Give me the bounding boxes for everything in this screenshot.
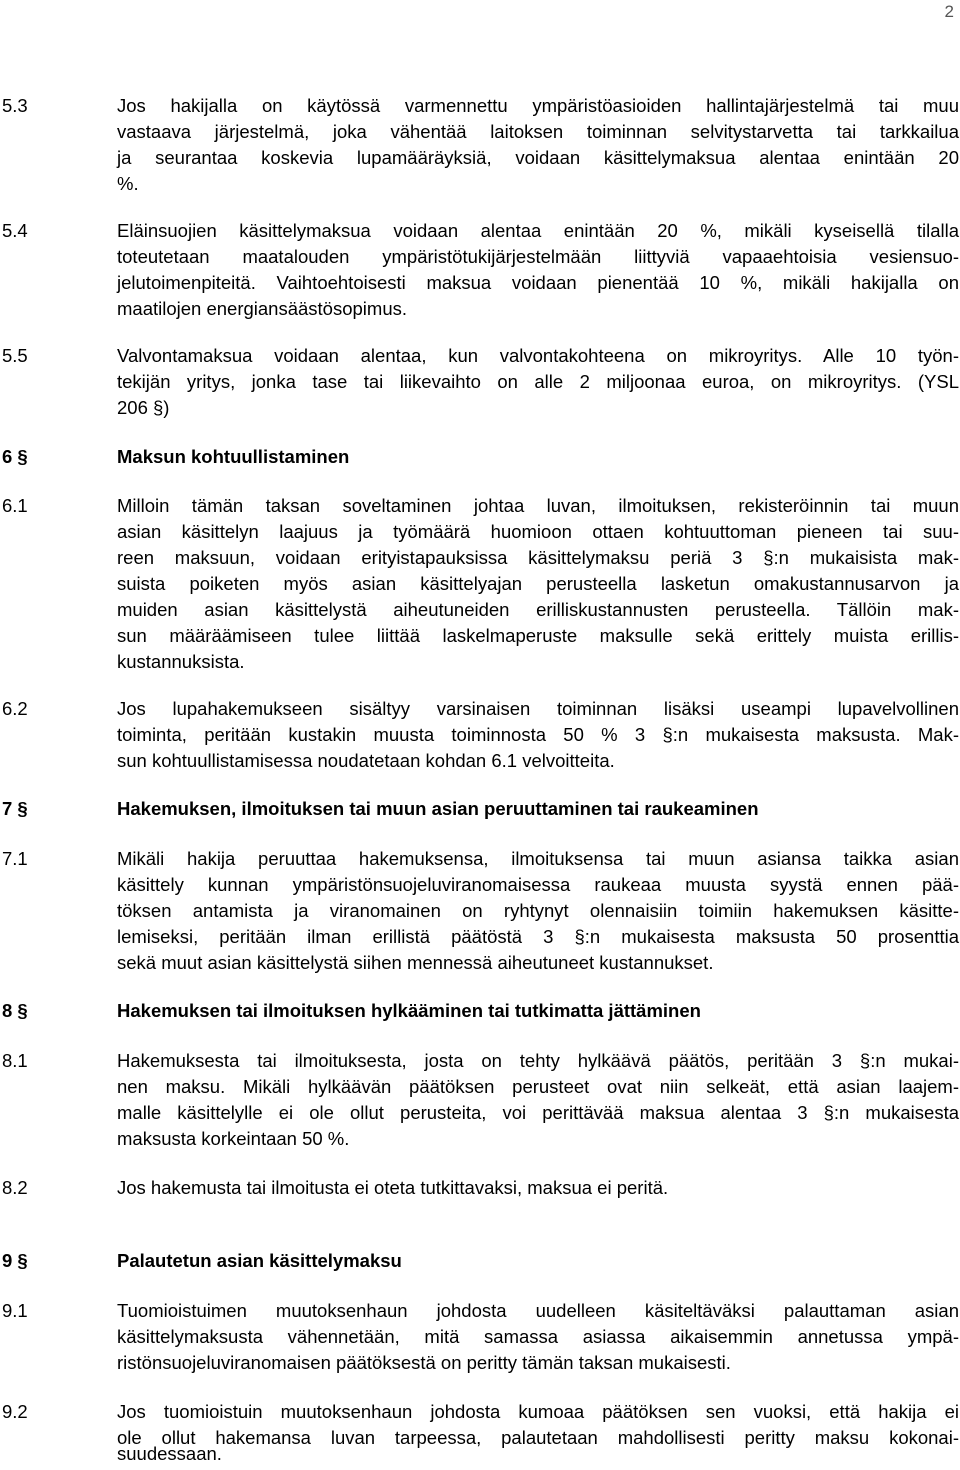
paragraph-line: sekä muut asian käsittelystä siihen mennessä aiheutuneet kustannukset. xyxy=(117,952,714,973)
section-title: Maksun kohtuullistaminen xyxy=(117,446,350,467)
section-title: Hakemuksen tai ilmoituksen hylkääminen tai tutkimatta jättäminen xyxy=(117,1000,701,1021)
section-number: 7 § xyxy=(2,798,28,819)
paragraph-line: Hakemuksesta tai ilmoituksesta, josta on tehty hylkäävä päätös, peritään 3 §:n mukai- xyxy=(117,1050,959,1071)
paragraph-line: Mikäli hakija peruuttaa hakemuksensa, ilmoituksensa tai muun asiansa taikka asian xyxy=(117,848,959,869)
paragraph-line: Valvontamaksua voidaan alentaa, kun valvontakohteena on mikroyritys. Alle 10 työn- xyxy=(117,345,959,366)
section-number: 8 § xyxy=(2,1000,28,1021)
paragraph-line: kustannuksista. xyxy=(117,651,245,672)
paragraph-line: toiminta, peritään kustakin muusta toiminnosta 50 % 3 §:n mukaisesta maksusta. Mak- xyxy=(117,724,959,745)
paragraph-number: 6.1 xyxy=(2,495,28,516)
paragraph-line: suudessaan. xyxy=(117,1443,222,1464)
paragraph-number: 9.1 xyxy=(2,1300,28,1321)
paragraph-number: 6.2 xyxy=(2,698,28,719)
paragraph-line: lemiseksi, peritään ilman erillistä päätöstä 3 §:n mukaisesta maksusta 50 prosenttia xyxy=(117,926,959,947)
paragraph-line: maatilojen energiansäästösopimus. xyxy=(117,298,408,319)
paragraph-line: ole ollut hakemansa luvan tarpeessa, palautetaan mahdollisesti peritty maksu kokonai- xyxy=(117,1427,959,1448)
paragraph-line: reen maksuun, voidaan erityistapauksissa käsittelymaksu periä 3 §:n mukaisista mak- xyxy=(117,547,959,568)
paragraph-line: %. xyxy=(117,173,139,194)
paragraph-line: töksen antamista ja viranomainen on ryhtynyt olennaisiin toimiin hakemuksen käsitte- xyxy=(117,900,959,921)
paragraph-line: Jos hakemusta tai ilmoitusta ei oteta tutkittavaksi, maksua ei peritä. xyxy=(117,1177,669,1198)
section-title: Hakemuksen, ilmoituksen tai muun asian peruuttaminen tai raukeaminen xyxy=(117,798,759,819)
paragraph-line: muiden asian käsittelystä aiheutuneiden erilliskustannusten perusteella. Tällöin mak- xyxy=(117,599,959,620)
paragraph-line: toteutetaan maatalouden ympäristötukijärjestelmään liittyviä vapaaehtoisia vesiensuo- xyxy=(117,246,959,267)
section-number: 6 § xyxy=(2,446,28,467)
paragraph-line: ristönsuojeluviranomaisen päätöksestä on peritty tämän taksan mukaisesti. xyxy=(117,1352,731,1373)
paragraph-line: maksusta korkeintaan 50 %. xyxy=(117,1128,350,1149)
paragraph-number: 5.4 xyxy=(2,220,28,241)
paragraph-number: 8.2 xyxy=(2,1177,28,1198)
paragraph-line: Jos tuomioistuin muutoksenhaun johdosta kumoaa päätöksen sen vuoksi, että hakija ei xyxy=(117,1401,959,1422)
paragraph-line: sun kohtuullistamisessa noudatetaan kohdan 6.1 velvoitteita. xyxy=(117,750,615,771)
paragraph-line: asian käsittelyn laajuus ja työmäärä huomioon ottaen kohtuuttoman pieneen tai suu- xyxy=(117,521,959,542)
paragraph-number: 8.1 xyxy=(2,1050,28,1071)
paragraph-line: vastaava järjestelmä, joka vähentää laitoksen toiminnan selvitystarvetta tai tarkkailua xyxy=(117,121,959,142)
paragraph-number: 9.2 xyxy=(2,1401,28,1422)
paragraph-line: Jos lupahakemukseen sisältyy varsinaisen toiminnan lisäksi useampi lupavelvollinen xyxy=(117,698,959,719)
paragraph-number: 5.3 xyxy=(2,95,28,116)
paragraph-line: sun määräämiseen tulee liittää laskelmaperuste maksulle sekä erittely muista erillis- xyxy=(117,625,959,646)
paragraph-line: käsittely kunnan ympäristönsuojeluviranomaisessa raukeaa muusta syystä ennen pää- xyxy=(117,874,959,895)
paragraph-line: ja seurantaa koskevia lupamääräyksiä, voidaan käsittelymaksua alentaa enintään 20 xyxy=(117,147,959,168)
paragraph-line: malle käsittelylle ei ole ollut perusteita, voi perittävää maksua alentaa 3 §:n mukaisesta xyxy=(117,1102,959,1123)
page-number: 2 xyxy=(944,2,954,21)
paragraph-line: Jos hakijalla on käytössä varmennettu ympäristöasioiden hallintajärjestelmä tai muu xyxy=(117,95,959,116)
paragraph-line: tekijän yritys, jonka tase tai liikevaihto on alle 2 miljoonaa euroa, on mikroyritys. (YSL xyxy=(117,371,959,392)
section-number: 9 § xyxy=(2,1250,28,1271)
paragraph-line: Milloin tämän taksan soveltaminen johtaa luvan, ilmoituksen, rekisteröinnin tai muun xyxy=(117,495,959,516)
paragraph-line: käsittelymaksusta vähennetään, mitä samassa asiassa aikaisemmin annetussa ympä- xyxy=(117,1326,959,1347)
section-title: Palautetun asian käsittelymaksu xyxy=(117,1250,402,1271)
paragraph-line: Tuomioistuimen muutoksenhaun johdosta uudelleen käsiteltäväksi palauttaman asian xyxy=(117,1300,959,1321)
paragraph-number: 5.5 xyxy=(2,345,28,366)
paragraph-line: suista poiketen myös asian käsittelyajan perusteella lasketun omakustannusarvon ja xyxy=(117,573,959,594)
paragraph-line: Eläinsuojien käsittelymaksua voidaan alentaa enintään 20 %, mikäli kyseisellä tilalla xyxy=(117,220,959,241)
paragraph-line: jelutoimenpiteitä. Vaihtoehtoisesti maksua voidaan pienentää 10 %, mikäli hakijalla on xyxy=(117,272,959,293)
paragraph-number: 7.1 xyxy=(2,848,28,869)
paragraph-line: 206 §) xyxy=(117,397,170,418)
paragraph-line: nen maksu. Mikäli hylkäävän päätöksen perusteet ovat niin selkeät, että asian laajem- xyxy=(117,1076,959,1097)
